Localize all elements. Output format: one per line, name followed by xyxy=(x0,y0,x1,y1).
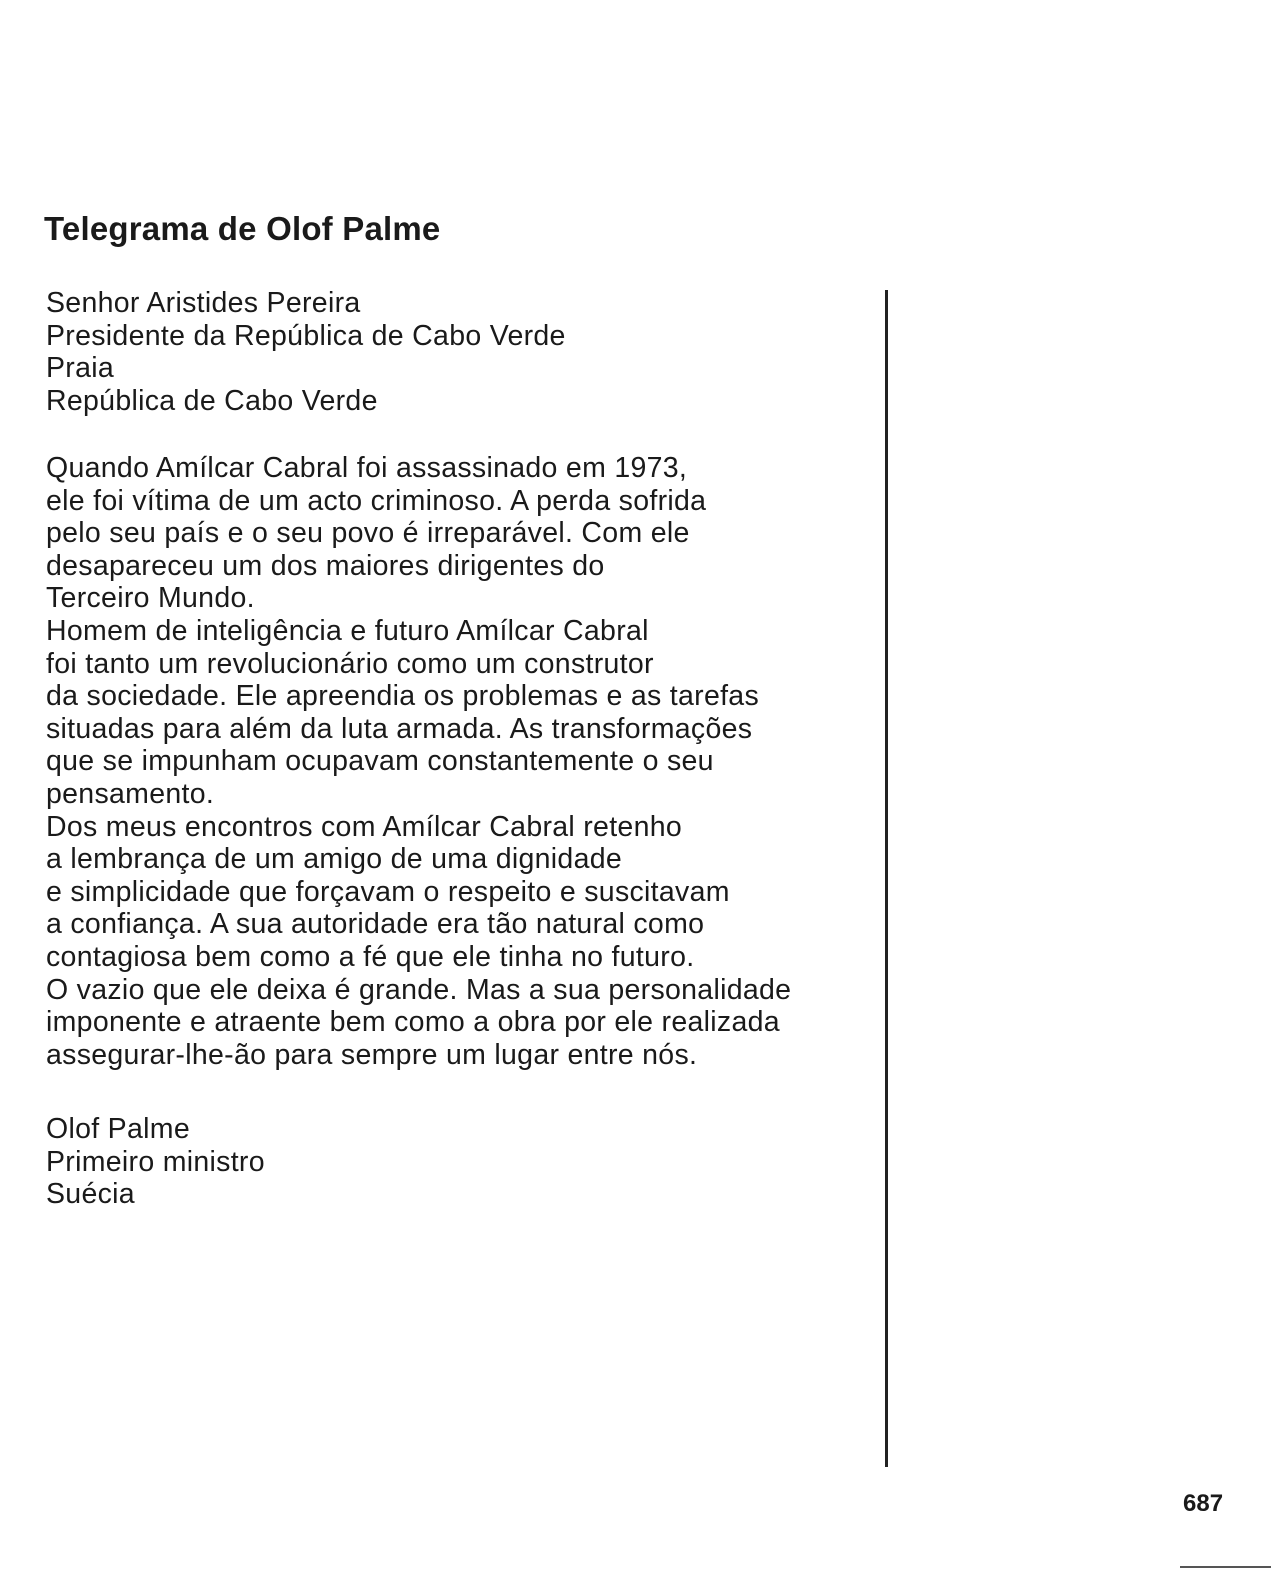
body-line: O vazio que ele deixa é grande. Mas a sua personalidade xyxy=(46,973,792,1006)
corner-mark xyxy=(1180,1566,1271,1568)
body-line: assegurar-lhe-ão para sempre um lugar entre nós. xyxy=(46,1038,698,1071)
margin-rule xyxy=(885,290,888,1467)
address-line: Senhor Aristides Pereira xyxy=(46,287,361,319)
body-line: pelo seu país e o seu povo é irreparável. Com ele xyxy=(46,517,690,550)
body-line: Terceiro Mundo. xyxy=(46,582,255,615)
body-line: a lembrança de um amigo de uma dignidade xyxy=(46,843,623,876)
body-line: foi tanto um revolucionário como um construtor xyxy=(46,647,654,680)
address-line: Presidente da República de Cabo Verde xyxy=(46,319,566,352)
body-line: ele foi vítima de um acto criminoso. A perda sofrida xyxy=(46,484,707,517)
recipient-address xyxy=(46,287,566,417)
signature-line: Olof Palme xyxy=(46,1113,190,1145)
body-line: Quando Amílcar Cabral foi assassinado em 1973, xyxy=(46,452,688,484)
body-line: que se impunham ocupavam constantemente o seu xyxy=(46,745,714,778)
body-line: da sociedade. Ele apreendia os problemas e as tarefas xyxy=(46,680,760,713)
body-line: a confiança. A sua autoridade era tão natural como xyxy=(46,908,705,941)
body-line: desapareceu um dos maiores dirigentes do xyxy=(46,549,605,582)
address-line: Praia xyxy=(46,352,115,385)
document-title: Telegrama de Olof Palme xyxy=(44,210,441,247)
body-line: imponente e atraente bem como a obra por ele realizada xyxy=(46,1006,780,1039)
body-line: pensamento. xyxy=(46,777,215,810)
body-line: contagiosa bem como a fé que ele tinha no futuro. xyxy=(46,940,695,973)
signature-line: Suécia xyxy=(46,1178,135,1211)
body-line: Dos meus encontros com Amílcar Cabral retenho xyxy=(46,810,683,843)
signature-line: Primeiro ministro xyxy=(46,1145,265,1178)
body-line: situadas para além da luta armada. As transformações xyxy=(46,712,753,745)
page-number: 687 xyxy=(1183,1490,1224,1517)
signature-block xyxy=(46,1113,265,1211)
address-line: República de Cabo Verde xyxy=(46,384,378,417)
body-line: e simplicidade que forçavam o respeito e suscitavam xyxy=(46,875,730,908)
telegram-body xyxy=(46,452,791,1071)
body-line: Homem de inteligência e futuro Amílcar Cabral xyxy=(46,614,649,647)
